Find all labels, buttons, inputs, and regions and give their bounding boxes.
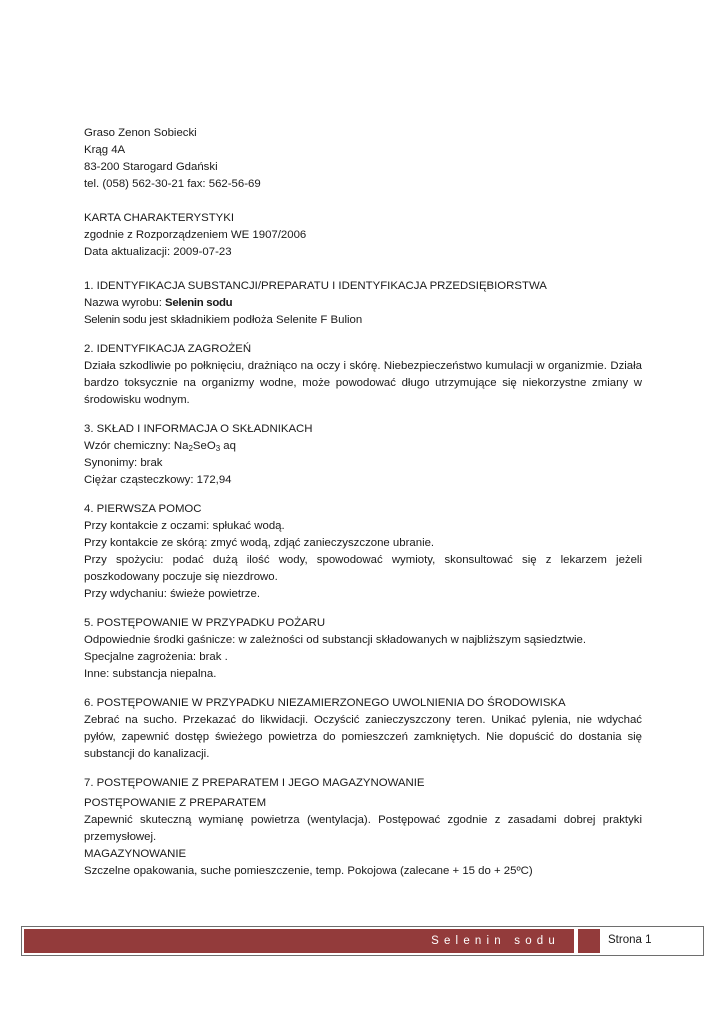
section-4-heading: 4. PIERWSZA POMOC <box>84 503 202 515</box>
page-number: Strona 1 <box>608 934 652 946</box>
formula-sub-2: 2 <box>188 444 193 453</box>
card-regulation: zgodnie z Rozporządzeniem WE 1907/2006 <box>84 229 307 241</box>
first-aid-inhalation: Przy wdychaniu: świeże powietrze. <box>84 588 260 600</box>
card-title: KARTA CHARAKTERYSTYKI <box>84 212 235 224</box>
chemical-formula <box>84 438 642 455</box>
molecular-weight: Ciężar cząsteczkowy: 172,94 <box>84 474 232 486</box>
product-name-label: Nazwa wyrobu: <box>84 297 166 309</box>
footer-product-bar: Selenin sodu <box>24 929 574 953</box>
extinguishing-media: Odpowiednie środki gaśnicze: w zależności od substancji składowanych w najbliższym sąsiedztwie. <box>84 634 587 646</box>
first-aid-skin: Przy kontakcie ze skórą: zmyć wodą, zdjąć zanieczyszczone ubranie. <box>84 537 435 549</box>
product-name-line <box>84 295 642 312</box>
synonyms: Synonimy: brak <box>84 457 163 469</box>
section-3-heading: 3. SKŁAD I INFORMACJA O SKŁADNIKACH <box>84 423 313 435</box>
section-4 <box>84 501 642 603</box>
special-hazards: Specjalne zagrożenia: brak . <box>84 651 228 663</box>
section-1 <box>84 278 642 329</box>
card-updated: Data aktualizacji: 2009-07-23 <box>84 246 232 258</box>
release-measures-text: Zebrać na sucho. Przekazać do likwidacji. Oczyścić zanieczyszczony teren. Unikać pylenia, nie wdychać pyłów, zapewnić dostęp świeżego powietrza do pomieszczeń zamkniętych. Nie dopuścić do dostania się substancji do kanalizacji. <box>84 714 642 760</box>
section-2 <box>84 341 642 409</box>
product-note-text: jest składnikiem podłoża Selenite F Bulion <box>146 314 363 326</box>
company-contact: tel. (058) 562-30-21 fax: 562-56-69 <box>84 178 261 190</box>
storage-title: MAGAZYNOWANIE <box>84 848 187 860</box>
document-body <box>84 125 642 880</box>
hazards-text: Działa szkodliwie po połknięciu, drażniąco na oczy i skórę. Niebezpieczeństwo kumulacji w organizmie. Działa bardzo toksycznie na organizmy wodne, może powodować długo utrzymujące się niekorzystne zmiany w środowisku wodnym. <box>84 360 642 406</box>
formula-na: Na <box>173 440 189 452</box>
first-aid-ingestion: Przy spożyciu: podać dużą ilość wody, spowodować wymioty, skonsultować się z lekarzem jeżeli poszkodowany poczuje się niezdrowo. <box>84 554 642 583</box>
section-7 <box>84 775 642 880</box>
company-city: 83-200 Starogard Gdański <box>84 161 218 173</box>
section-5 <box>84 615 642 683</box>
handling-text: Zapewnić skuteczną wymianę powietrza (wentylacja). Postępować zgodnie z zasadami dobrej praktyki przemysłowej. <box>84 814 642 843</box>
section-6 <box>84 695 642 763</box>
handling-title: POSTĘPOWANIE Z PREPARATEM <box>84 797 267 809</box>
first-aid-eyes: Przy kontakcie z oczami: spłukać wodą. <box>84 520 285 532</box>
section-1-heading: 1. IDENTYFIKACJA SUBSTANCJI/PREPARATU I IDENTYFIKACJA PRZEDSIĘBIORSTWA <box>84 280 547 292</box>
formula-sub-3: 3 <box>215 444 221 453</box>
section-5-heading: 5. POSTĘPOWANIE W PRZYPADKU POŻARU <box>84 617 326 629</box>
page-footer <box>21 926 704 956</box>
company-address <box>84 125 642 193</box>
product-note <box>84 312 642 329</box>
card-header <box>84 210 642 261</box>
footer-separator <box>578 929 600 953</box>
formula-seo: SeO <box>192 440 216 452</box>
section-6-heading: 6. POSTĘPOWANIE W PRZYPADKU NIEZAMIERZONEGO UWOLNIENIA DO ŚRODOWISKA <box>84 697 566 709</box>
section-3 <box>84 421 642 489</box>
company-street: Krąg 4A <box>84 144 126 156</box>
section-2-heading: 2. IDENTYFIKACJA ZAGROŻEŃ <box>84 343 252 355</box>
formula-aq: aq <box>220 440 236 452</box>
product-note-name: Selenin sodu <box>84 314 147 326</box>
product-name-value: Selenin sodu <box>165 297 233 309</box>
company-name: Graso Zenon Sobiecki <box>84 127 197 139</box>
section-7-heading: 7. POSTĘPOWANIE Z PREPARATEM I JEGO MAGAZYNOWANIE <box>84 777 425 789</box>
storage-text: Szczelne opakowania, suche pomieszczenie, temp. Pokojowa (zalecane + 15 do + 25ºC) <box>84 865 533 877</box>
formula-label: Wzór chemiczny: <box>84 440 174 452</box>
other-fire-info: Inne: substancja niepalna. <box>84 668 217 680</box>
